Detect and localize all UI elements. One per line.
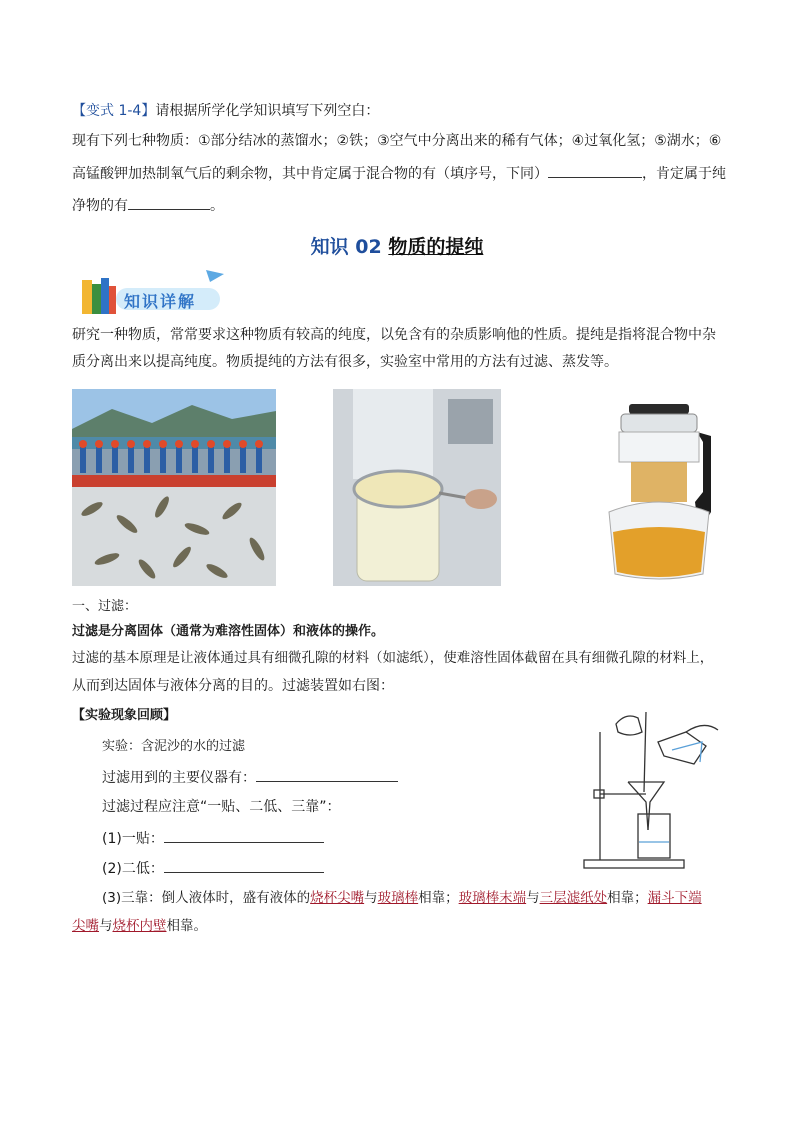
variant-line-2b: ，肯定属于纯 <box>642 166 726 182</box>
section-title-prefix: 知识 02 <box>310 236 389 258</box>
rule-three-k: 尖嘴 <box>72 918 99 934</box>
rule-three-line-2 <box>72 916 722 936</box>
intro-line-2: 质分离出来以提高纯度。物质提纯的方法有很多，实验室中常用的方法有过滤、蒸发等。 <box>72 354 618 370</box>
variant-line-3 <box>72 195 722 216</box>
instruments-blank[interactable] <box>256 767 398 782</box>
variant-line-3a: 净物的有 <box>72 198 128 214</box>
paper-plane-icon <box>206 270 224 282</box>
badge-label: 知识详解 <box>124 292 197 311</box>
rule-three-h: 三层滤纸处 <box>539 890 608 906</box>
rule-three-m: 烧杯内壁 <box>112 918 167 934</box>
filtration-principle-2: 从而到达固体与液体分离的目的。过滤装置如右图： <box>72 678 394 694</box>
filtration-principle-1: 过滤的基本原理是让液体通过具有细微孔隙的材料（如滤纸），使难溶性固体截留在具有细微孔隙的材料上， <box>72 650 714 666</box>
rule-three-c: 与 <box>364 890 378 906</box>
experiment-label: 实验：含泥沙的水的过滤 <box>102 739 246 754</box>
rule-three-d: 玻璃棒 <box>377 890 419 906</box>
rule-one-label: (1)一贴： <box>102 831 164 847</box>
rule-three-l: 与 <box>99 918 113 934</box>
variant-line-3b: 。 <box>210 198 224 214</box>
filtration-apparatus-diagram <box>576 712 726 872</box>
rule-one-blank[interactable] <box>164 828 324 843</box>
knowledge-badge <box>78 266 228 320</box>
section-title-text: 物质的提纯 <box>388 236 484 258</box>
answer-blank-pure[interactable] <box>128 195 210 210</box>
instruments-label: 过滤用到的主要仪器有： <box>102 770 256 786</box>
rule-three-g: 与 <box>526 890 540 906</box>
variant-prompt: 请根据所学化学知识填写下列空白： <box>155 103 380 119</box>
rule-three-e: 相靠； <box>418 890 459 906</box>
rule-two-blank[interactable] <box>164 858 324 873</box>
answer-blank-mixture[interactable] <box>548 163 642 178</box>
rule-two-label: (2)二低： <box>102 861 164 877</box>
notes-line: 过滤过程应注意“一贴、二低、三靠”： <box>102 799 341 815</box>
intro-line-1: 研究一种物质，常常要求这种物质有较高的纯度，以免含有的杂质影响他的性质。提纯是指将混合物中杂 <box>72 327 716 343</box>
variant-prompt-line <box>72 101 722 121</box>
rule-three-n: 相靠。 <box>166 918 207 934</box>
rule-three-line <box>102 888 752 908</box>
straining-photo <box>333 389 501 586</box>
rule-three-a: (3)三靠：倒人液体时，盛有液体的 <box>102 890 311 906</box>
variant-line-2 <box>72 163 726 184</box>
rule-three-i: 相靠； <box>607 890 648 906</box>
fishing-net-photo <box>72 389 276 586</box>
section-title <box>0 232 794 259</box>
review-heading: 【实验现象回顾】 <box>72 708 177 723</box>
variant-line-2a: 高锰酸钾加热制氧气后的剩余物，其中肯定属于混合物的有（填序号，下同） <box>72 166 548 182</box>
rule-three-b: 烧杯尖嘴 <box>310 890 365 906</box>
rule-three-f: 玻璃棒末端 <box>458 890 527 906</box>
variant-tag: 【变式 1-4】 <box>72 103 156 119</box>
filtration-definition: 过滤是分离固体（通常为难溶性固体）和液体的操作。 <box>72 624 385 639</box>
filtration-heading: 一、过滤： <box>72 599 138 614</box>
rule-three-j: 漏斗下端 <box>647 890 702 906</box>
variant-line-1: 现有下列七种物质：①部分结冰的蒸馏水；②铁；③空气中分离出来的稀有气体；④过氧化氢；⑤湖水；⑥ <box>72 133 722 149</box>
teapot-photo <box>599 402 719 584</box>
